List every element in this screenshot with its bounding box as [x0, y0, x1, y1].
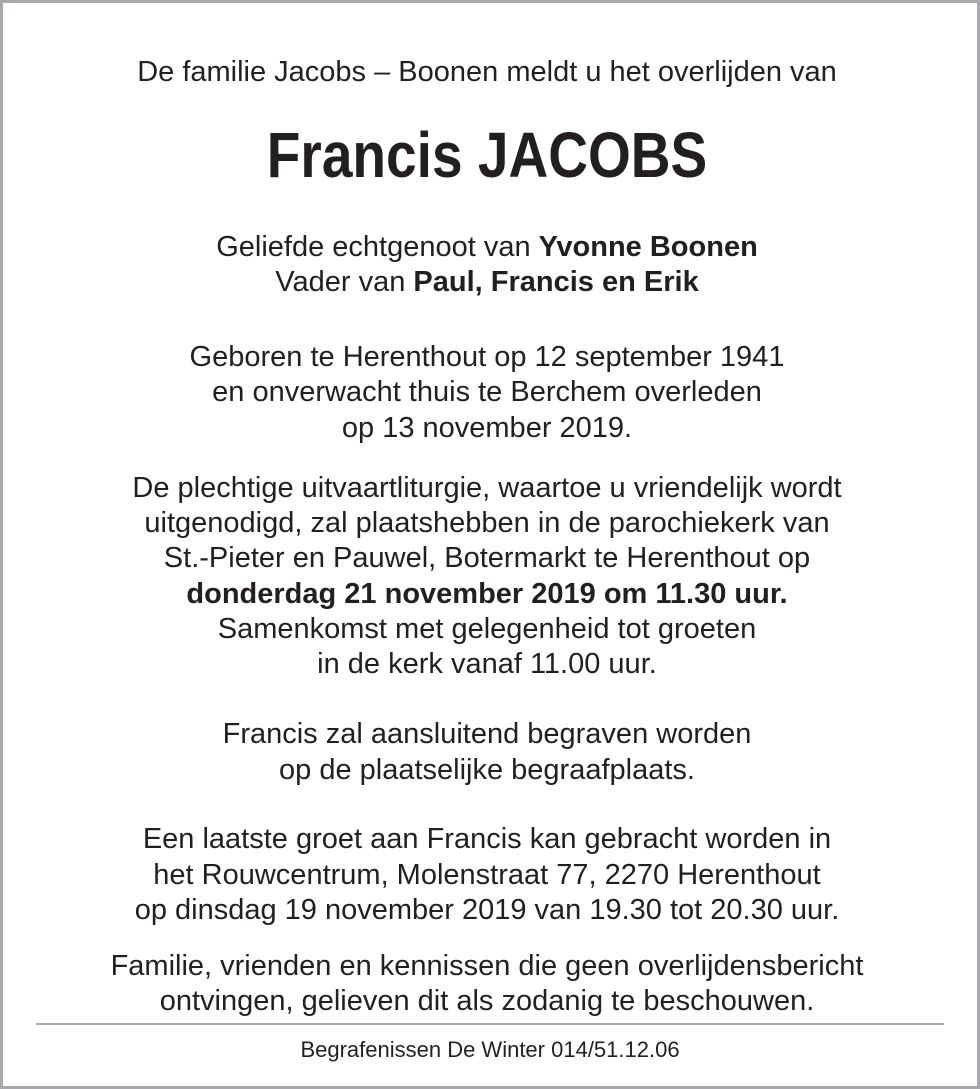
visitation-line: Een laatste groet aan Francis kan gebracht worden in — [142, 823, 832, 855]
birth-line: Geboren te Herenthout op 12 september 1941 — [189, 341, 785, 373]
death-date-line: op 13 november 2019. — [341, 412, 633, 444]
visitation-line: op dinsdag 19 november 2019 van 19.30 tot 20.30 uur. — [134, 894, 840, 926]
spouse-line — [0, 229, 974, 266]
funeral-home-footer: Begrafenissen De Winter 014/51.12.06 — [300, 1037, 680, 1062]
burial-line: op de plaatselijke begraafplaats. — [279, 754, 695, 786]
death-line: en onverwacht thuis te Berchem overleden — [212, 376, 762, 408]
visitation-line: het Rouwcentrum, Molenstraat 77, 2270 Herenthout — [153, 859, 821, 891]
children-line — [0, 264, 974, 301]
funeral-line: St.-Pieter en Pauwel, Botermarkt te Herenthout op — [163, 542, 811, 574]
funeral-line: De plechtige uitvaartliturgie, waartoe u vriendelijk wordt — [132, 472, 842, 504]
gathering-line: Samenkomst met gelegenheid tot groeten — [217, 613, 757, 645]
spouse-prefix: Geliefde echtgenoot van — [216, 231, 539, 263]
intro-text: De familie Jacobs – Boonen meldt u het overlijden van — [137, 56, 837, 88]
funeral-date-time: donderdag 21 november 2019 om 11.30 uur. — [186, 578, 788, 610]
spouse-name: Yvonne Boonen — [538, 231, 758, 263]
burial-line: Francis zal aansluitend begraven worden — [222, 718, 752, 750]
footer-divider — [36, 1023, 944, 1025]
children-names: Paul, Francis en Erik — [413, 266, 699, 298]
children-prefix: Vader van — [275, 266, 414, 298]
closing-line: Familie, vrienden en kennissen die geen overlijdensbericht — [110, 950, 864, 982]
deceased-name: Francis JACOBS — [266, 119, 708, 191]
funeral-line: uitgenodigd, zal plaatshebben in de parochiekerk van — [144, 507, 830, 539]
gathering-line: in de kerk vanaf 11.00 uur. — [317, 648, 657, 680]
closing-line: ontvingen, gelieven dit als zodanig te beschouwen. — [159, 985, 815, 1017]
